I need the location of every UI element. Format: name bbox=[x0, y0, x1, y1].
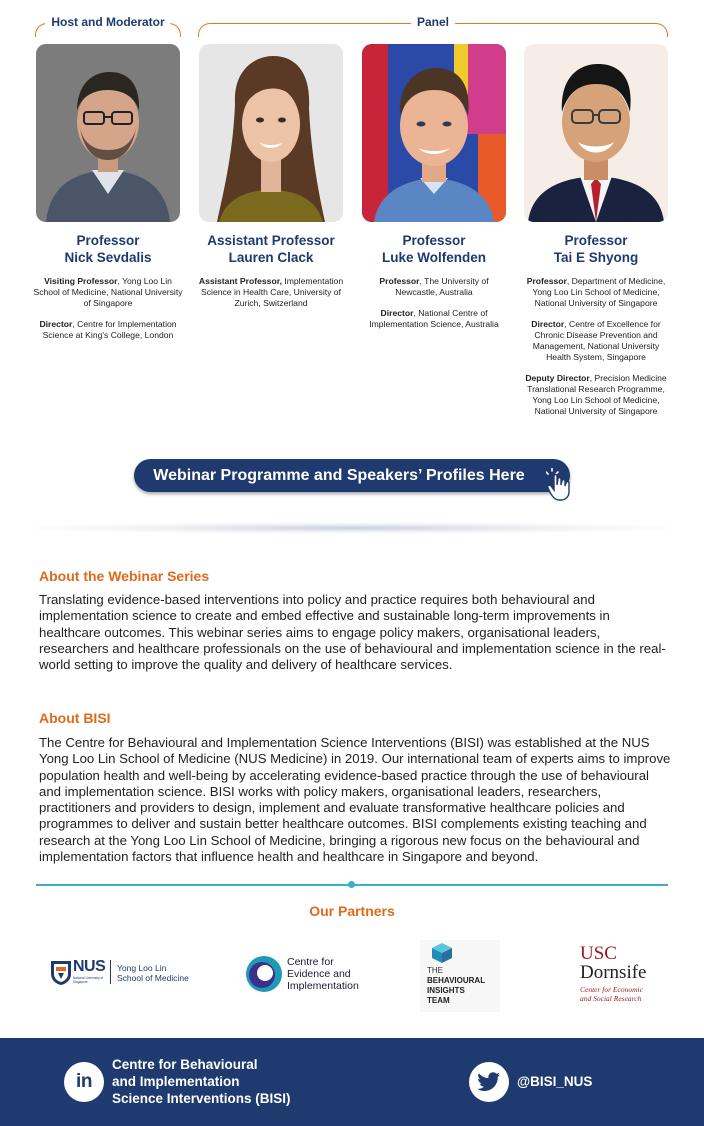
footer-org-name bbox=[112, 1056, 291, 1107]
nus-subtitle: National University of Singapore bbox=[73, 976, 104, 984]
speaker-title: Professor bbox=[402, 233, 466, 248]
role-position: Director bbox=[39, 319, 73, 329]
speaker-role bbox=[521, 373, 671, 417]
panel-label bbox=[198, 8, 668, 38]
bit-line1: THE bbox=[427, 966, 443, 975]
nus-logo-divider bbox=[110, 960, 111, 984]
host-moderator-text: Host and Moderator bbox=[45, 15, 170, 29]
role-position: Professor bbox=[379, 276, 420, 286]
cei-circle-icon bbox=[245, 955, 283, 993]
about-bisi-body: The Centre for Behavioural and Implementation Science Interventions (BISI) was established at the NUS Yong Loo Lin School of Medicine (NUS Medicine) in 2019. Our international team of experts aims to improve population health and well-being by accelerating evidence-based practice through the use of behavioural and implementation science. BISI works with policy makers, organisational leaders, researchers, practitioners and providers to design, implement and evaluate transformative healthcare policies and programmes to deliver and sustain better healthcare outcomes. BISI complements existing teaching and research at the Yong Loo Lin School of Medicine, bringing a rigorous new focus on the behavioural and implementation factors that influence health and healthcare in Singapore and beyond. bbox=[39, 735, 671, 865]
role-detail: , Precision Medicine Translational Research Programme, Yong Loo Lin School of Medicine, National University of Singapore bbox=[527, 373, 667, 416]
nus-abbr: NUS bbox=[73, 958, 106, 975]
nus-crest-icon bbox=[50, 960, 72, 986]
speaker-role bbox=[196, 276, 346, 309]
speaker-role bbox=[521, 319, 671, 363]
speaker-roles bbox=[359, 276, 509, 330]
webinar-programme-button[interactable] bbox=[134, 459, 570, 492]
role-detail: , Centre of Excellence for Chronic Disease Prevention and Management, National University Health System, Singapore bbox=[532, 319, 661, 362]
linkedin-icon[interactable] bbox=[64, 1062, 104, 1102]
twitter-handle[interactable]: @BISI_NUS bbox=[517, 1074, 593, 1089]
bit-line2: BEHAVIOURAL bbox=[427, 976, 486, 985]
twitter-bird-icon bbox=[477, 1072, 501, 1092]
speaker-name: Lauren Clack bbox=[228, 250, 314, 265]
footer bbox=[0, 1038, 704, 1126]
cei-logo bbox=[245, 954, 370, 994]
section-divider bbox=[30, 522, 674, 534]
speaker-photo-shyong bbox=[524, 44, 668, 222]
speaker-photo-clack bbox=[199, 44, 343, 222]
about-bisi-heading: About BISI bbox=[39, 710, 111, 726]
footer-org-line2: and Implementation bbox=[112, 1074, 240, 1089]
role-detail: , National Centre of Implementation Science, Australia bbox=[369, 308, 499, 329]
panel-text: Panel bbox=[411, 15, 455, 29]
usc-line2: Dornsife bbox=[580, 962, 647, 983]
role-position: Director bbox=[380, 308, 414, 318]
webinar-programme-label: Webinar Programme and Speakers’ Profiles Here bbox=[153, 466, 525, 484]
speaker-photo-sevdalis bbox=[36, 44, 180, 222]
cei-line3: Implementation bbox=[287, 980, 359, 992]
usc-line1: USC bbox=[580, 943, 617, 964]
speaker-card-shyong bbox=[521, 44, 671, 427]
speaker-role bbox=[359, 308, 509, 330]
role-position: Professor bbox=[526, 276, 567, 286]
hand-pointer-icon bbox=[546, 468, 576, 502]
footer-org-line3: Science Interventions (BISI) bbox=[112, 1091, 291, 1106]
speaker-card-wolfenden bbox=[359, 44, 509, 340]
speaker-title: Professor bbox=[564, 233, 628, 248]
bit-line4: TEAM bbox=[427, 996, 450, 1005]
footer-org-line1: Centre for Behavioural bbox=[112, 1057, 258, 1072]
speaker-name: Luke Wolfenden bbox=[381, 250, 486, 265]
role-detail: Implementation Science in Health Care, University of Zurich, Switzerland bbox=[201, 276, 344, 308]
speaker-card-sevdalis bbox=[33, 44, 183, 351]
speaker-name: Nick Sevdalis bbox=[64, 250, 152, 265]
speaker-title: Assistant Professor bbox=[207, 233, 335, 248]
role-position: Assistant Professor, bbox=[198, 276, 282, 286]
speaker-roles bbox=[33, 276, 183, 341]
nus-medicine-logo bbox=[50, 958, 190, 990]
partners-heading: Our Partners bbox=[309, 903, 395, 919]
role-position: Director bbox=[531, 319, 565, 329]
nus-school-line1: Yong Loo Lin bbox=[117, 963, 167, 973]
speaker-role bbox=[359, 276, 509, 298]
speaker-roles bbox=[521, 276, 671, 417]
behavioural-insights-team-logo bbox=[420, 940, 500, 1012]
usc-line4: and Social Research bbox=[580, 994, 642, 1003]
usc-dornsife-logo bbox=[578, 943, 678, 1007]
about-series-body: Translating evidence-based interventions into policy and practice requires both behavioural and implementation science to create and embed effective and sustainable long-term improvements in healthcare outcomes. This webinar series aims to engage policy makers, organisational leaders, researchers and healthcare professionals on the use of behavioural and implementation science in the real-world setting to improve the quality and delivery of healthcare services. bbox=[39, 592, 666, 673]
role-position: Deputy Director bbox=[525, 373, 590, 383]
speaker-card-clack bbox=[196, 44, 346, 319]
nus-school-line2: School of Medicine bbox=[117, 973, 189, 983]
host-moderator-label bbox=[35, 8, 181, 38]
speaker-role bbox=[33, 276, 183, 309]
linkedin-glyph: in bbox=[76, 1071, 92, 1092]
cei-line1: Centre for bbox=[287, 956, 334, 968]
role-detail: , Yong Loo Lin School of Medicine, National University of Singapore bbox=[33, 276, 183, 308]
about-series-heading: About the Webinar Series bbox=[39, 568, 210, 584]
speaker-role bbox=[521, 276, 671, 309]
role-detail: , The University of Newcastle, Australia bbox=[395, 276, 489, 297]
usc-line3: Center for Economic bbox=[580, 985, 643, 994]
speaker-roles bbox=[196, 276, 346, 309]
speaker-name: Tai E Shyong bbox=[553, 250, 639, 265]
speaker-role bbox=[33, 319, 183, 341]
bit-line3: INSIGHTS bbox=[427, 986, 465, 995]
cei-line2: Evidence and bbox=[287, 968, 351, 980]
bit-cube-icon bbox=[430, 942, 454, 964]
role-detail: , Department of Medicine, Yong Loo Lin School of Medicine, National University of Singapore bbox=[532, 276, 666, 308]
twitter-icon[interactable] bbox=[469, 1062, 509, 1102]
speaker-photo-wolfenden bbox=[362, 44, 506, 222]
speaker-title: Professor bbox=[76, 233, 140, 248]
role-position: Visiting Professor bbox=[44, 276, 118, 286]
role-detail: , Centre for Implementation Science at King's College, London bbox=[42, 319, 177, 340]
teal-divider-dot bbox=[348, 881, 355, 888]
